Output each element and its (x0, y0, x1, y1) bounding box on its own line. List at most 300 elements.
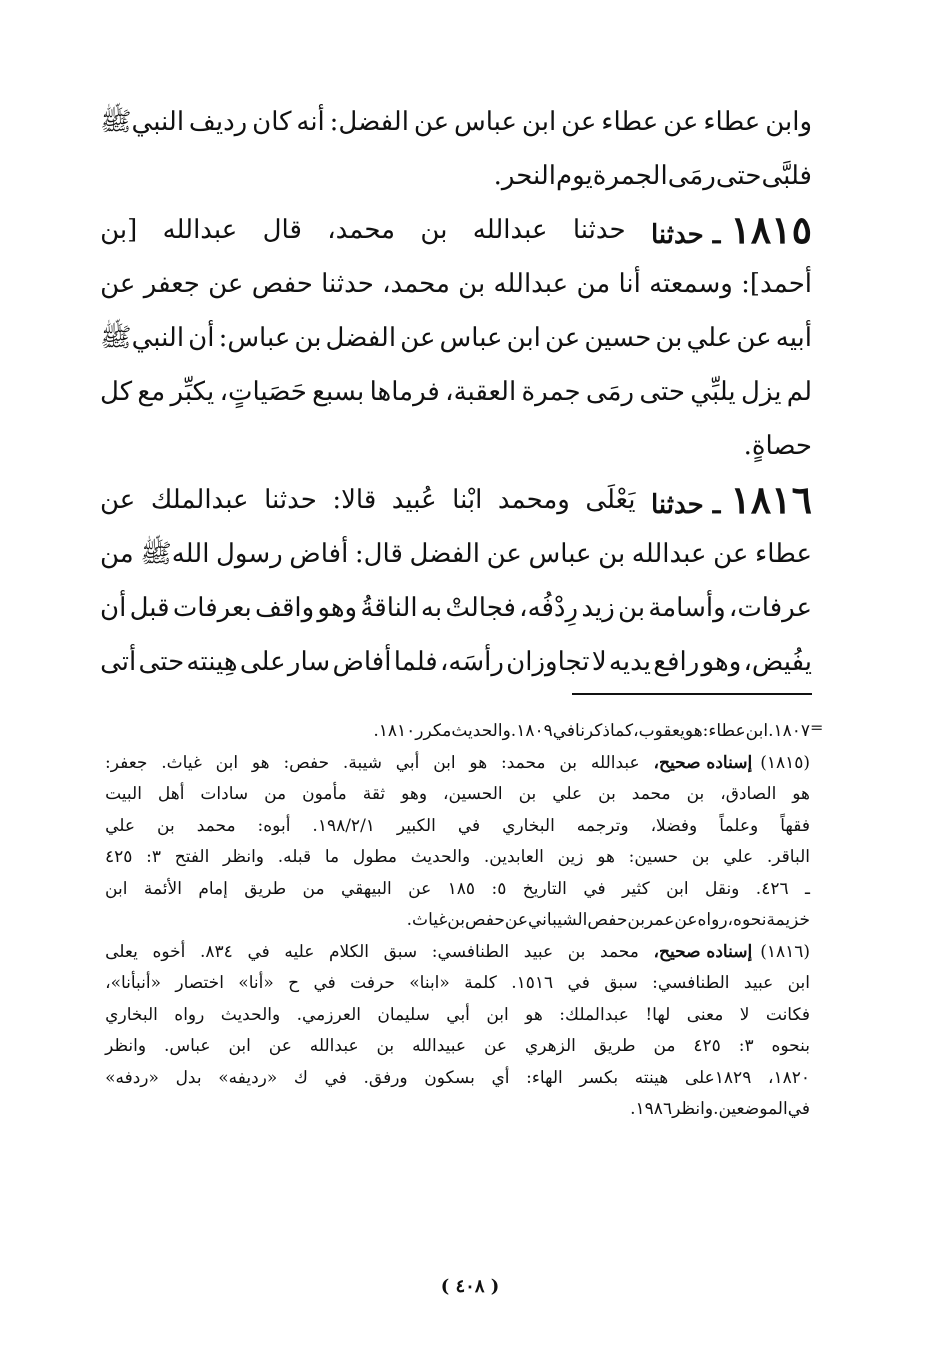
word: رِدْفُه، (519, 593, 579, 623)
word: أحمد]: (741, 269, 812, 299)
word: قالا: (332, 485, 377, 515)
word: ابن (506, 323, 541, 353)
word: بن (157, 815, 175, 836)
word: عن (413, 107, 450, 137)
word: بعرفات (172, 593, 252, 623)
word: عباس (439, 323, 503, 353)
word: حتى (639, 377, 685, 407)
word: الكبير (396, 815, 436, 836)
word: يعلى (105, 941, 138, 962)
word: بن (686, 784, 705, 804)
word: عبيدالله (412, 1036, 467, 1056)
word: في (552, 721, 576, 741)
note-lead: إسناده صحيح، (653, 941, 753, 962)
word: فلبَّى (761, 161, 812, 191)
footnote-line (105, 968, 810, 1000)
footnote-line (105, 1063, 810, 1095)
word: أبي (446, 1004, 470, 1025)
word: سادات (200, 784, 249, 804)
word: من (653, 1036, 676, 1056)
word: ٣: (146, 847, 162, 867)
word: في (324, 1067, 347, 1088)
word: «أنبأنا»، (105, 973, 162, 993)
note-lead: إسناده صحيح، (653, 752, 753, 773)
word: ١٨٥ (447, 878, 476, 899)
word: فكانت (765, 1004, 810, 1025)
word: النحر. (493, 161, 556, 191)
main-line (100, 527, 812, 581)
word: عن (400, 323, 436, 353)
word: رديف (188, 107, 248, 137)
hadith-lead: ـ حدثنا (650, 490, 721, 520)
word: عبدالله (493, 269, 569, 299)
word: العابدين. (483, 847, 544, 867)
word: حفص (464, 910, 505, 930)
word: وانظر (105, 1036, 147, 1056)
word: ١٩٨/٢/١. (312, 815, 375, 836)
word: ١٨٠٧. (768, 721, 810, 741)
word: وفضلا، (650, 815, 698, 836)
word: الطنافسي: (431, 941, 510, 962)
word: حفص: (283, 752, 330, 773)
word: سبق (604, 973, 638, 993)
word: أن (188, 323, 215, 353)
word: يديه (608, 647, 651, 677)
word: ـ (805, 878, 810, 899)
word: الصادق، (720, 784, 777, 804)
word: كثير (622, 878, 650, 899)
word: طريق (244, 878, 287, 899)
word: عن (504, 910, 528, 930)
word: علي (723, 847, 754, 867)
word: عن (486, 539, 522, 569)
word: فقهاً (780, 815, 810, 836)
word: علي (552, 784, 583, 804)
word: من (302, 878, 325, 899)
word: رمَى (667, 161, 716, 191)
main-line (100, 581, 812, 635)
main-line-hadith-1815 (100, 203, 812, 257)
word: «أنا» (238, 973, 274, 993)
word: أنه (296, 107, 325, 137)
word: في (247, 941, 270, 962)
word: بن (567, 941, 586, 962)
main-line (100, 365, 812, 419)
word: [بن (100, 215, 138, 245)
main-text (100, 95, 812, 689)
word: فجالتْ (445, 593, 516, 623)
word: بن (598, 539, 626, 569)
word: ١٥١٦. (511, 973, 554, 993)
word: عليه (284, 941, 315, 962)
word: بن (598, 784, 616, 804)
word: البخاري (502, 815, 555, 836)
word: ابْنا (452, 485, 483, 515)
word: أهل (157, 784, 185, 804)
word: وسمعته (649, 269, 733, 299)
word: «رديفه» (218, 1067, 278, 1088)
word: هو (525, 1004, 543, 1025)
word: محمد (631, 784, 671, 804)
word: سليمان (377, 1004, 430, 1025)
word: عن (713, 539, 749, 569)
word: مأمون (302, 784, 347, 804)
word: العرزمي. (296, 1004, 361, 1025)
footnote-line (105, 716, 810, 748)
word: عن (674, 910, 698, 930)
word: وعلماً (719, 815, 759, 836)
word: والحديث (451, 721, 511, 741)
hadith-number: ١٨١٦ (730, 477, 812, 522)
word: ابن (787, 973, 810, 993)
footnote-line (105, 905, 810, 937)
page-number: ( ٤٠٨ ) (440, 1276, 500, 1297)
word: الهاء: (526, 1067, 563, 1088)
word: عرفات، (728, 593, 812, 623)
word: الزهري (524, 1036, 576, 1056)
word: هِينته (186, 647, 238, 677)
word: حَصَياتٍ، (219, 377, 307, 407)
word: عبدالله (590, 752, 640, 773)
word: فلما (393, 647, 438, 677)
continuation-mark: = (810, 718, 824, 737)
footnote-line-1815 (105, 748, 810, 780)
word: عبدالله (162, 215, 238, 245)
word: الجمرة (592, 161, 668, 191)
word: عباس (528, 539, 592, 569)
word: أفاض (332, 647, 392, 677)
word: «ردفه» (105, 1067, 159, 1088)
word: في (457, 815, 481, 836)
word: قبل (129, 593, 170, 623)
hadith-number: ١٨١٥ (730, 207, 812, 252)
word: وهو (701, 647, 742, 677)
word: بن (458, 269, 486, 299)
word: عن (208, 269, 244, 299)
word: اختصار (175, 973, 224, 993)
word: كل (100, 377, 133, 407)
word: البيهقي (340, 878, 392, 899)
word: أنا (618, 269, 641, 299)
word: محمد، (327, 215, 396, 245)
word: هو (684, 721, 703, 741)
word: بن (618, 593, 646, 623)
word: إمام (198, 878, 228, 899)
hadith-heading (651, 473, 812, 527)
footnote-line (105, 1000, 810, 1032)
word: الناقةُ (360, 593, 418, 623)
word: هو (597, 847, 615, 867)
word: به (420, 593, 443, 623)
word: النبيﷺ (100, 323, 185, 353)
word: بكسر (579, 1067, 619, 1088)
word: حصاةٍ. (743, 431, 812, 461)
word: يلبِّي (690, 377, 736, 407)
word: عبدالملك: (559, 1004, 629, 1025)
word: أتى (100, 647, 137, 677)
word: والحديث (410, 847, 471, 867)
word: هو (469, 752, 488, 773)
word: في (787, 1099, 810, 1119)
word: زيد (581, 593, 615, 623)
word: النبيﷺ (100, 107, 185, 137)
word: اللهﷺ (140, 539, 210, 569)
word: حرفت (350, 973, 395, 993)
word: حفص (251, 269, 313, 299)
word: الطنافسي: (652, 973, 730, 993)
word: ورفق. (363, 1067, 408, 1088)
word: ابن (666, 878, 689, 899)
word: في (313, 973, 336, 993)
word: قال: (354, 539, 403, 569)
word: يفُيض، (743, 647, 812, 677)
word: عن (545, 323, 581, 353)
word: غياث. (161, 752, 202, 773)
word: ونقل (704, 878, 740, 899)
word: بن (691, 847, 710, 867)
word: رسول (216, 539, 283, 569)
word: الشيباني (527, 910, 588, 930)
word: عطاء (755, 539, 812, 569)
hadith-lead: ـ حدثنا (650, 220, 721, 250)
word: رمَى (585, 377, 635, 407)
word: واقف (255, 593, 315, 623)
word: وهو (317, 593, 358, 623)
word: أخوه (152, 941, 186, 962)
word: الكلام (329, 941, 369, 962)
word: محمد (600, 941, 639, 962)
word: عمر (645, 910, 675, 930)
word: ح (288, 973, 300, 993)
word: عباس. (163, 1036, 211, 1056)
word: رواه (697, 910, 728, 930)
word: أفاض (289, 539, 349, 569)
word: جعفر: (105, 752, 148, 773)
word: بنحوه (771, 1036, 810, 1056)
word: معنى (686, 1004, 724, 1025)
word: حتى (715, 161, 762, 191)
word: عُبيد (391, 485, 437, 515)
main-line (100, 635, 812, 689)
word: في (583, 878, 606, 899)
word: محمد، (382, 269, 450, 299)
word: سار (287, 647, 331, 677)
word: عن (736, 323, 772, 353)
word: وابن (765, 107, 812, 137)
word: من (264, 784, 287, 804)
word: أبيه (775, 323, 812, 353)
word: البيت (105, 784, 142, 804)
word: ابن (105, 878, 128, 899)
word: محمد (196, 815, 236, 836)
word: بن (627, 910, 646, 930)
word: قبله. (277, 847, 312, 867)
word: عبدالله (631, 539, 707, 569)
footnote-separator (572, 693, 812, 695)
word: ١٨٢٠، (767, 1067, 810, 1088)
main-line (100, 95, 812, 149)
word: ك (293, 1067, 308, 1088)
word: وانظر (223, 847, 265, 867)
word: عبيد (523, 941, 554, 962)
word: الفضل (325, 323, 397, 353)
word: عن (561, 107, 597, 137)
word: لا (739, 1004, 750, 1025)
word: ٨٣٤. (200, 941, 233, 962)
word: وانظر١٩٨٦. (630, 1099, 714, 1119)
word: تجاوزان (506, 647, 590, 677)
word: لا (591, 647, 607, 677)
word: قال (262, 215, 302, 245)
footnote-line-1816 (105, 937, 810, 969)
word: ومحمد (497, 485, 570, 515)
word: عن (100, 269, 136, 299)
note-heading (654, 937, 810, 969)
word: الفتح (174, 847, 210, 867)
word: بن (420, 215, 448, 245)
word: عن (100, 485, 136, 515)
word: الباقر. (766, 847, 810, 867)
word: أن (100, 593, 127, 623)
word: التاريخ (522, 878, 567, 899)
word: حدثنا (264, 485, 317, 515)
main-line (100, 419, 812, 473)
word: يزل (740, 377, 782, 407)
word: من (100, 539, 134, 569)
footnotes (105, 716, 810, 1126)
word: البخاري (105, 1004, 158, 1025)
word: هينته (634, 1067, 669, 1088)
footnote-line (105, 1094, 810, 1126)
word: الفضل: (329, 107, 409, 137)
word: طريق (593, 1036, 636, 1056)
word: بن (655, 323, 683, 353)
word: عن (408, 878, 432, 899)
word: ثقة (362, 784, 386, 804)
word: ابن (486, 1004, 509, 1025)
main-line (100, 257, 812, 311)
word: عن (268, 1036, 292, 1056)
word: ابن (433, 752, 456, 773)
hadith-heading (651, 203, 812, 257)
word: ٤٢٦. (755, 878, 789, 899)
main-line (100, 311, 812, 365)
word: ما (324, 847, 340, 867)
word: زين (557, 847, 584, 867)
word: من (576, 269, 611, 299)
footnote-line (105, 842, 810, 874)
main-line (100, 149, 812, 203)
word: كما (609, 721, 634, 741)
word: وأسامة (648, 593, 726, 623)
word: عبدالله (309, 1036, 359, 1056)
word: مطول (352, 847, 398, 867)
word: رأسَه، (440, 647, 504, 677)
word: حتى (138, 647, 185, 677)
word: ٤٢٥ (693, 1036, 721, 1056)
word: في (567, 973, 590, 993)
word: أي (491, 1067, 510, 1088)
word: شيبة. (342, 752, 382, 773)
word: يكبِّر (170, 377, 215, 407)
word: ابن (745, 721, 769, 741)
word: كلمة (464, 973, 497, 993)
word: سبق (383, 941, 418, 962)
word: عبدالله (472, 215, 548, 245)
word: يوم (555, 161, 593, 191)
word: «ابنا» (409, 973, 450, 993)
word: عطاء (703, 107, 761, 137)
word: وترجمه (576, 815, 629, 836)
word: بن (376, 1036, 395, 1056)
word: بن (294, 323, 322, 353)
word: يعقوب، (633, 721, 685, 741)
word: مع (137, 377, 166, 407)
word: ابن (215, 752, 239, 773)
footnote-line (105, 811, 810, 843)
footnote-line (105, 1031, 810, 1063)
word: عبدالملك (150, 485, 249, 515)
word: ١٨٢٩على (684, 1067, 752, 1088)
word: بن (447, 910, 465, 930)
word: علي (686, 323, 733, 353)
word: حسين: (628, 847, 679, 867)
word: عطاء (601, 107, 659, 137)
word: ابن (228, 1036, 251, 1056)
word: هو (792, 784, 810, 804)
word: ذكرنا (575, 721, 610, 741)
word: خزيمة (766, 910, 810, 930)
word: نحوه، (727, 910, 767, 930)
word: رواه (174, 1004, 205, 1025)
word: حفص (587, 910, 628, 930)
note-number: (١٨١٥) (760, 752, 810, 773)
word: الحسين، (443, 784, 503, 804)
note-number: (١٨١٦) (760, 941, 810, 962)
word: بن (559, 752, 578, 773)
word: الأئمة (143, 878, 182, 899)
word: مكرر (415, 721, 452, 741)
word: الفضل (409, 539, 481, 569)
word: حسين (584, 323, 652, 353)
word: جمرة (521, 377, 581, 407)
word: العقبة، (445, 377, 517, 407)
word: على (239, 647, 286, 677)
word: رافع (653, 647, 700, 677)
word: أبي (395, 752, 420, 773)
word: فرماها (369, 377, 440, 407)
word: حدثنا (572, 215, 626, 245)
word: ١٨١٠. (373, 721, 416, 741)
word: بسبع (312, 377, 365, 407)
word: عن (483, 1036, 508, 1056)
footnote-line (105, 779, 810, 811)
word: ٣: (738, 1036, 754, 1056)
word: ٤٢٥ (105, 847, 133, 867)
word: كان (252, 107, 292, 137)
word: علي (105, 815, 136, 836)
word: عطاء: (702, 721, 746, 741)
word: بن (518, 784, 537, 804)
word: عباس (454, 107, 518, 137)
word: عبيد (743, 973, 774, 993)
word: بسكون (424, 1067, 475, 1088)
word: ابن (521, 107, 557, 137)
word: غياث. (406, 910, 448, 930)
word: عباس: (218, 323, 291, 353)
word: محمد: (500, 752, 546, 773)
word: جعفر (143, 269, 200, 299)
